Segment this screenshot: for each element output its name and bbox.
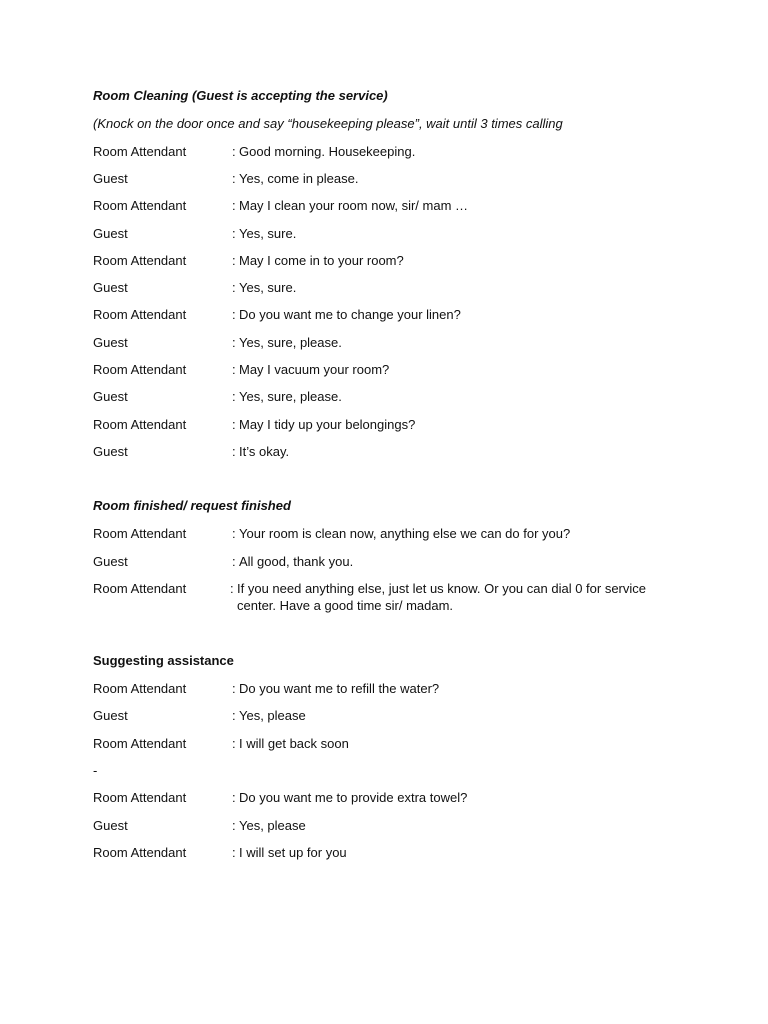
separator-colon: : (232, 417, 236, 432)
speaker-label: Guest (93, 280, 128, 295)
speaker-label: Room Attendant (93, 253, 187, 268)
speech-text: I will set up for you (239, 845, 347, 860)
section-title-room-cleaning: Room Cleaning (Guest is accepting the service) (93, 88, 388, 103)
speech-text: All good, thank you. (239, 554, 354, 569)
speech-text: Yes, come in please. (239, 171, 359, 186)
separator-colon: : (232, 554, 236, 569)
speech-text: Yes, sure, please. (239, 389, 342, 404)
speaker-label: Guest (93, 335, 128, 350)
speaker-label: Guest (93, 554, 128, 569)
speech-text: Yes, please (239, 818, 306, 833)
speech-text: May I tidy up your belongings? (239, 417, 416, 432)
speaker-label: Guest (93, 444, 128, 459)
separator-colon: : (232, 681, 236, 696)
speaker-label: Guest (93, 171, 128, 186)
separator-colon: : (232, 526, 236, 541)
section-title-suggesting-assistance: Suggesting assistance (93, 653, 234, 668)
speech-text: If you need anything else, just let us know. Or you can dial 0 for service center. Have a good time sir/ madam. (237, 581, 646, 613)
speaker-label: Room Attendant (93, 307, 187, 322)
speech-text: Good morning. Housekeeping. (239, 144, 416, 159)
speaker-label: Guest (93, 226, 128, 241)
speech-text: Yes, sure. (239, 280, 297, 295)
separator-colon: : (232, 818, 236, 833)
separator-colon: : (232, 736, 236, 751)
separator-colon: : (232, 280, 236, 295)
speaker-label: Room Attendant (93, 417, 187, 432)
divider-dash: - (93, 763, 98, 778)
speaker-label: Room Attendant (93, 790, 187, 805)
separator-colon: : (230, 581, 234, 596)
speech-text: Do you want me to change your linen? (239, 307, 461, 322)
speech-text: Your room is clean now, anything else we can do for you? (239, 526, 571, 541)
section-title-room-finished: Room finished/ request finished (93, 498, 291, 513)
separator-colon: : (232, 144, 236, 159)
speaker-label: Room Attendant (93, 198, 187, 213)
speech-text: Do you want me to refill the water? (239, 681, 440, 696)
separator-colon: : (232, 845, 236, 860)
speaker-label: Guest (93, 818, 128, 833)
separator-colon: : (232, 389, 236, 404)
speaker-label: Room Attendant (93, 736, 187, 751)
speech-text: I will get back soon (239, 736, 349, 751)
separator-colon: : (232, 708, 236, 723)
speech-text: Do you want me to provide extra towel? (239, 790, 468, 805)
speaker-label: Guest (93, 708, 128, 723)
speaker-label: Room Attendant (93, 526, 187, 541)
speaker-label: Room Attendant (93, 581, 187, 596)
separator-colon: : (232, 444, 236, 459)
separator-colon: : (232, 253, 236, 268)
speech-text: May I come in to your room? (239, 253, 404, 268)
speaker-label: Guest (93, 389, 128, 404)
speaker-label: Room Attendant (93, 144, 187, 159)
speech-text: Yes, sure, please. (239, 335, 342, 350)
speaker-label: Room Attendant (93, 681, 187, 696)
speech-text: It’s okay. (239, 444, 290, 459)
separator-colon: : (232, 307, 236, 322)
separator-colon: : (232, 362, 236, 377)
separator-colon: : (232, 226, 236, 241)
speech-text: May I vacuum your room? (239, 362, 390, 377)
speaker-label: Room Attendant (93, 845, 187, 860)
speech-text: Yes, please (239, 708, 306, 723)
speech-text: May I clean your room now, sir/ mam … (239, 198, 469, 213)
separator-colon: : (232, 335, 236, 350)
separator-colon: : (232, 198, 236, 213)
separator-colon: : (232, 790, 236, 805)
instruction-note: (Knock on the door once and say “housekeeping please”, wait until 3 times calling (93, 116, 563, 131)
speaker-label: Room Attendant (93, 362, 187, 377)
separator-colon: : (232, 171, 236, 186)
speech-text: Yes, sure. (239, 226, 297, 241)
